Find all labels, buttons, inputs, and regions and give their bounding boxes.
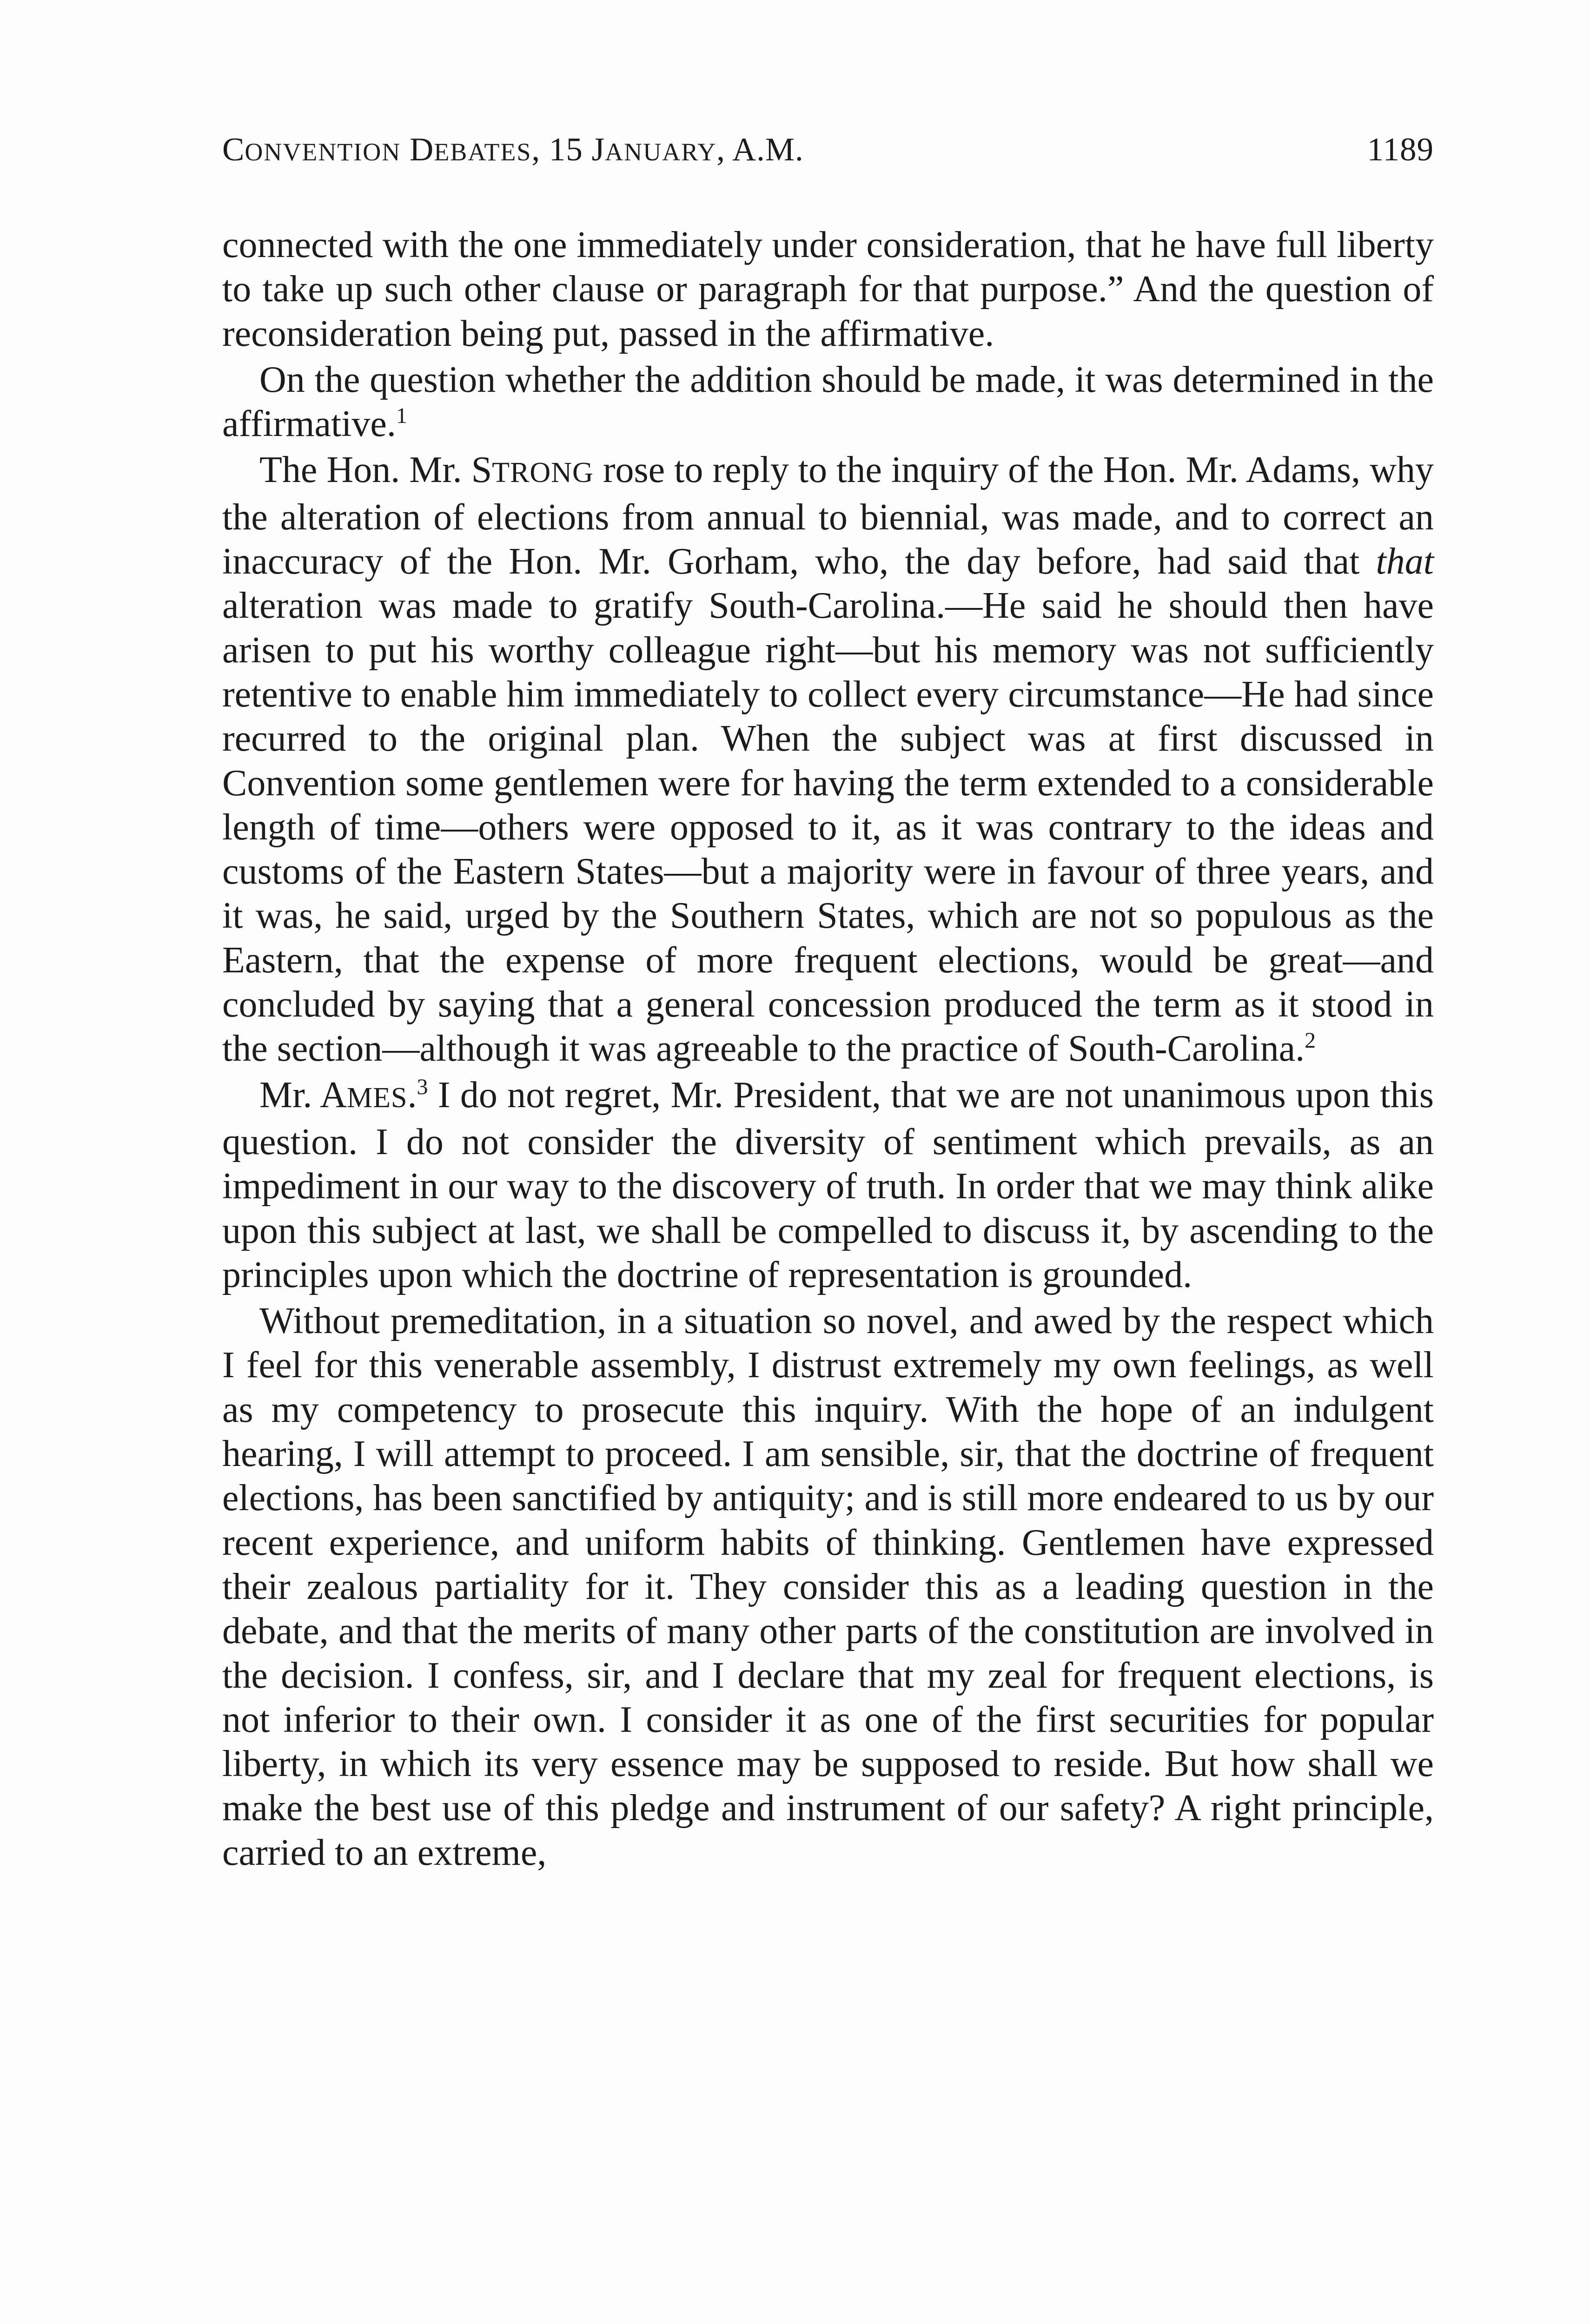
speaker-strong: STRONG xyxy=(471,449,594,491)
paragraph-strong: The Hon. Mr. STRONG rose to reply to the inquiry of the Hon. Mr. Adams, why the alteration of elections from annual to biennial, was made, and to correct an inaccuracy of the Hon. Mr. Gorham, who, the day before, had said that that alteration was made to gratify South-Carolina.—He said he should then have arisen to put his worthy colleague right—but his memory was not sufficiently retentive to enable him immediately to collect every circumstance—He had since recurred to the original plan. When the subject was at first discussed in Convention some gentlemen were for having the term extended to a considerable length of time—others were opposed to it, as it was contrary to the ideas and customs of the Eastern States—but a majority were in favour of three years, and it was, he said, urged by the Southern States, which are not so populous as the Eastern, that the expense of more frequent elections, would be great—and concluded by saying that a general concession produced the term as it stood in the section—although it was agreeable to the practice of South-Carolina.$^2$ xyxy=(222,449,1434,1070)
footnote-ref-2: 2 xyxy=(1305,1028,1316,1053)
paragraph-continuation: connected with the one immediately under consideration, that he have full liberty to take up such other clause or paragraph for that purpose.” And the question of reconsideration being put, passed in the affirmative. xyxy=(222,224,1434,354)
running-header xyxy=(222,131,1434,178)
running-title: CONVENTION DEBATES, 15 JANUARY, A.M. xyxy=(222,132,804,168)
emphasis-that: that xyxy=(1376,541,1434,582)
body-text xyxy=(222,223,1434,1875)
paragraph-determination: On the question whether the addition should be made, it was determined in the affirmative.$^1$ xyxy=(222,359,1434,445)
paragraph-premeditation: Without premeditation, in a situation so novel, and awed by the respect which I feel for this venerable assembly, I distrust extremely my own feelings, as well as my competency to prosecute this inquiry. With the hope of an indulgent hearing, I will attempt to proceed. I am sensible, sir, that the doctrine of frequent elections, has been sanctified by antiquity; and is still more endeared to us by our recent experience, and uniform habits of thinking. Gentlemen have expressed their zealous partiality for it. They consider this as a leading question in the debate, and that the merits of many other parts of the constitution are involved in the decision. I confess, sir, and I declare that my zeal for frequent elections, is not inferior to their own. I consider it as one of the first securities for popular liberty, in which its very essence may be supposed to reside. But how shall we make the best use of this pledge and instrument of our safety? A right principle, carried to an extreme, xyxy=(222,1301,1434,1873)
speaker-ames: AMES xyxy=(320,1074,408,1116)
footnote-ref-1: 1 xyxy=(396,403,407,429)
page-number: 1189 xyxy=(1367,132,1434,168)
paragraph-ames: Mr. AMES.$^3$ I do not regret, Mr. President, that we are not unanimous upon this question. I do not consider the diversity of sentiment which prevails, as an impediment in our way to the discovery of truth. In order that we may think alike upon this subject at last, we shall be compelled to discuss it, by ascending to the principles upon which the doctrine of representation is grounded. xyxy=(222,1074,1434,1295)
footnote-ref-3: 3 xyxy=(417,1074,428,1099)
